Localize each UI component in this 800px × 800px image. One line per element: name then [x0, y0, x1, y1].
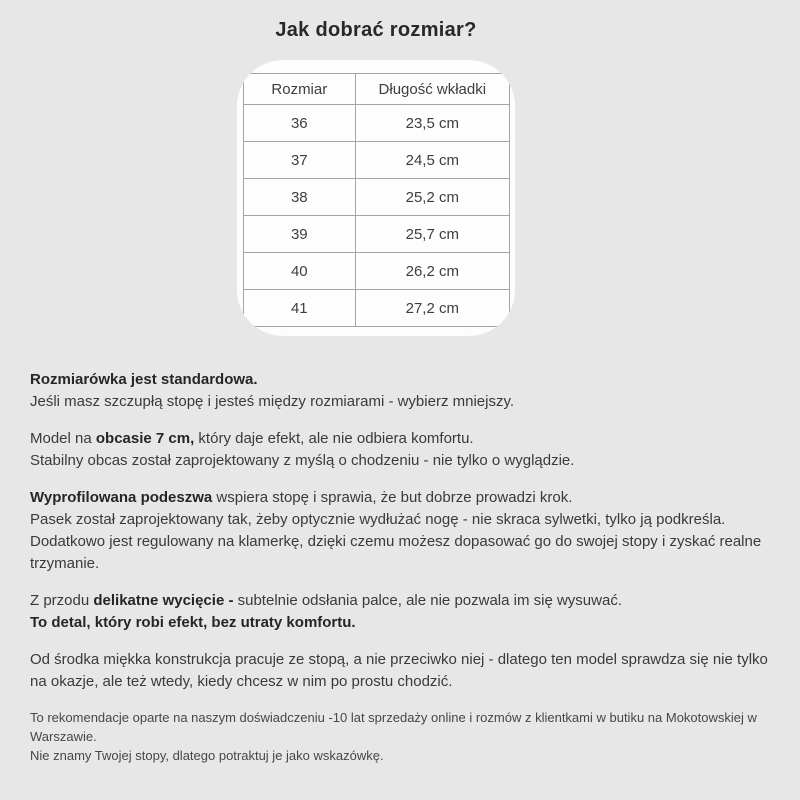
size-table-header-row [243, 74, 509, 105]
text-line: To detal, który robi efekt, bez utraty komfortu. [30, 614, 356, 631]
table-row [243, 216, 509, 253]
text-line: Pasek został zaprojektowany tak, żeby optycznie wydłużać nogę - nie skraca sylwetki, tylko ją podkreśla. Dodatkowo jest regulowany na klamerkę, dzięki czemu możesz dopasować go do swojej stopy i zyskać realne trzymanie. [30, 511, 762, 572]
paragraph-soft-construction [30, 649, 770, 693]
text-line: Stabilny obcas został zaprojektowany z myślą o chodzeniu - nie tylko o wyglądzie. [30, 452, 575, 469]
size-cell: 37 [243, 142, 356, 179]
column-header-size: Rozmiar [243, 74, 356, 105]
size-table [243, 73, 510, 327]
table-row [243, 179, 509, 216]
size-cell: 39 [243, 216, 356, 253]
footnote-line: Nie znamy Twojej stopy, dlatego potraktuj je jako wskazówkę. [30, 748, 384, 763]
table-row [243, 105, 509, 142]
text-line: Jeśli masz szczupłą stopę i jesteś między rozmiarami - wybierz mniejszy. [30, 393, 515, 410]
insole-length-cell: 24,5 cm [356, 142, 509, 179]
table-row [243, 290, 509, 327]
paragraph-sole-and-strap [30, 487, 770, 575]
page-title: Jak dobrać rozmiar? [275, 19, 477, 41]
column-header-insole-length: Długość wkładki [356, 74, 509, 105]
footnote-line: To rekomendacje oparte na naszym doświadczeniu -10 lat sprzedaży online i rozmów z klientkami w butiku na Mokotowskiej w Warszawie. [30, 710, 757, 744]
insole-length-cell: 26,2 cm [356, 253, 509, 290]
size-table-card [237, 60, 515, 336]
size-cell: 41 [243, 290, 356, 327]
text-line: Z przodu delikatne wycięcie - subtelnie odsłania palce, ale nie pozwala im się wysuwać. [30, 592, 622, 609]
paragraph-toe-cutout [30, 590, 770, 634]
size-cell: 38 [243, 179, 356, 216]
table-row [243, 253, 509, 290]
paragraph-heel [30, 428, 770, 472]
insole-length-cell: 23,5 cm [356, 105, 509, 142]
insole-length-cell: 27,2 cm [356, 290, 509, 327]
size-cell: 40 [243, 253, 356, 290]
text-line: Od środka miękka konstrukcja pracuje ze stopą, a nie przeciwko niej - dlatego ten model sprawdza się nie tylko na okazje, ale też wtedy, kiedy chcesz w nim po prostu chodzić. [30, 651, 768, 690]
insole-length-cell: 25,2 cm [356, 179, 509, 216]
footnote [30, 708, 770, 765]
size-guide-header-block [0, 0, 752, 336]
insole-length-cell: 25,7 cm [356, 216, 509, 253]
text-line: Rozmiarówka jest standardowa. [30, 371, 258, 388]
size-cell: 36 [243, 105, 356, 142]
paragraph-sizing-standard [30, 369, 770, 413]
description-text [30, 369, 770, 693]
text-line: Wyprofilowana podeszwa wspiera stopę i sprawia, że but dobrze prowadzi krok. [30, 489, 573, 506]
text-line: Model na obcasie 7 cm, który daje efekt, ale nie odbiera komfortu. [30, 430, 474, 447]
table-row [243, 142, 509, 179]
